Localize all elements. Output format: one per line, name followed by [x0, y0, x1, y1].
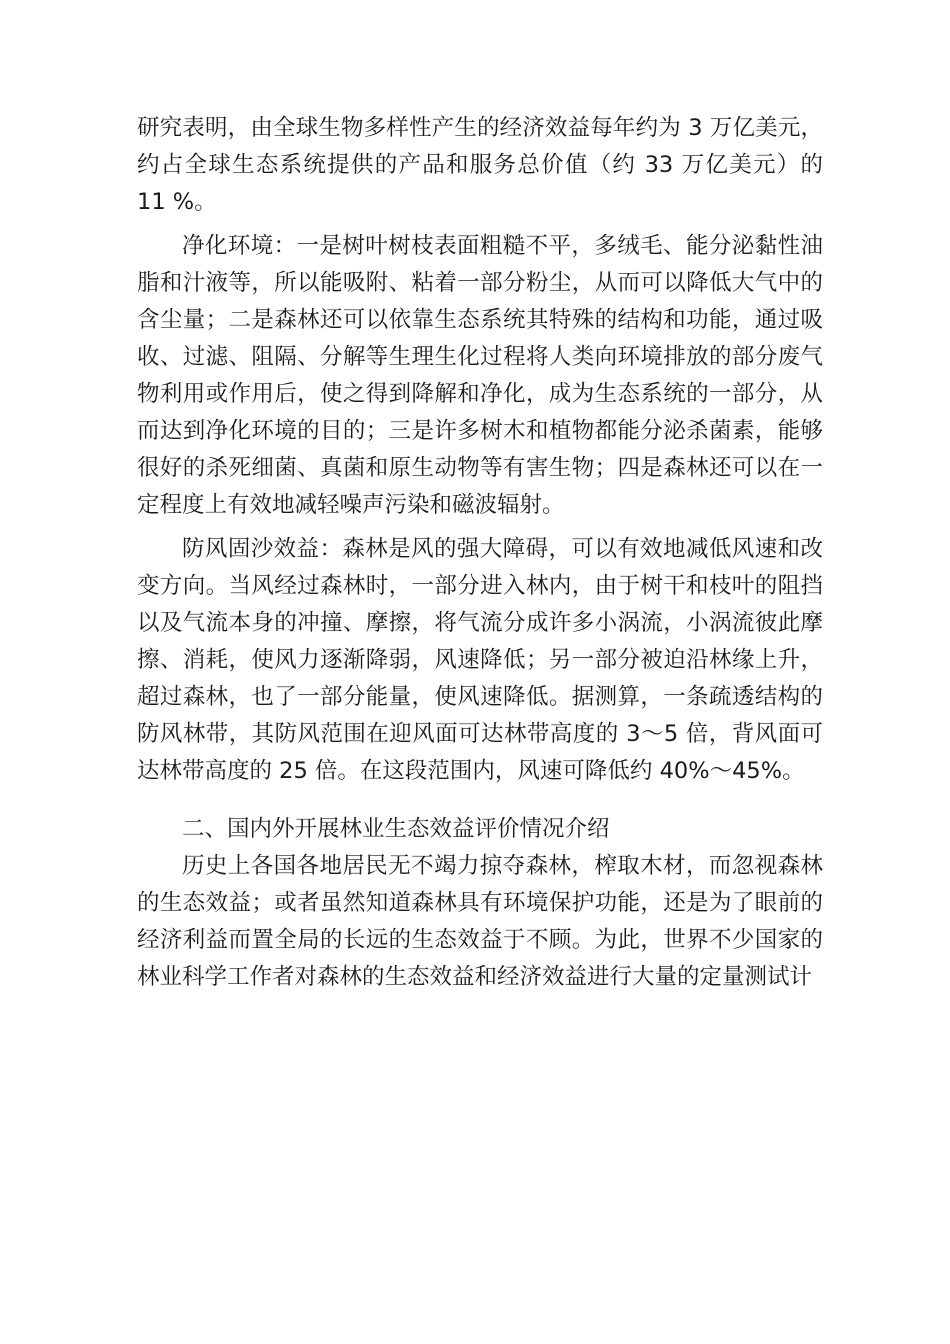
paragraph-windbreak-benefit: 防风固沙效益：森林是风的强大障碍，可以有效地减低风速和改变方向。当风经过森林时，一部分进入林内，由于树干和枝叶的阻挡以及气流本身的冲撞、摩擦，将气流分成许多小涡流，小涡流彼此摩擦、消耗，使风力逐渐降弱，风速降低；另一部分被迫沿林缘上升，超过森林，也了一部分能量，使风速降低。据测算，一条疏透结构的防风林带，其防风范围在迎风面可达林带高度的 3～5 倍，背风面可达林带高度的 25 倍。在这段范围内，风速可降低约 40%～45%。	[137, 536, 823, 784]
paragraph-biodiversity-value: 研究表明，由全球生物多样性产生的经济效益每年约为 3 万亿美元，约占全球生态系统提供的产品和服务总价值（约 33 万亿美元）的 11 %。	[137, 115, 823, 215]
section-heading: 二、国内外开展林业生态效益评价情况介绍	[182, 816, 610, 842]
paragraph-history: 历史上各国各地居民无不竭力掠夺森林，榨取木材，而忽视森林的生态效益；或者虽然知道森林具有环境保护功能，还是为了眼前的经济利益而置全局的长远的生态效益于不顾。为此，世界不少国家的林业科学工作者对森林的生态效益和经济效益进行大量的定量测试计	[137, 853, 823, 990]
document-page	[137, 110, 823, 996]
paragraph-purify-environment: 净化环境：一是树叶树枝表面粗糙不平，多绒毛、能分泌黏性油脂和汁液等，所以能吸附、粘着一部分粉尘，从而可以降低大气中的含尘量；二是森林还可以依靠生态系统其特殊的结构和功能，通过吸收、过滤、阻隔、分解等生理生化过程将人类向环境排放的部分废气物利用或作用后，使之得到降解和净化，成为生态系统的一部分，从而达到净化环境的目的；三是许多树木和植物都能分泌杀菌素，能够很好的杀死细菌、真菌和原生动物等有害生物；四是森林还可以在一定程度上有效地减轻噪声污染和磁波辐射。	[137, 233, 823, 518]
